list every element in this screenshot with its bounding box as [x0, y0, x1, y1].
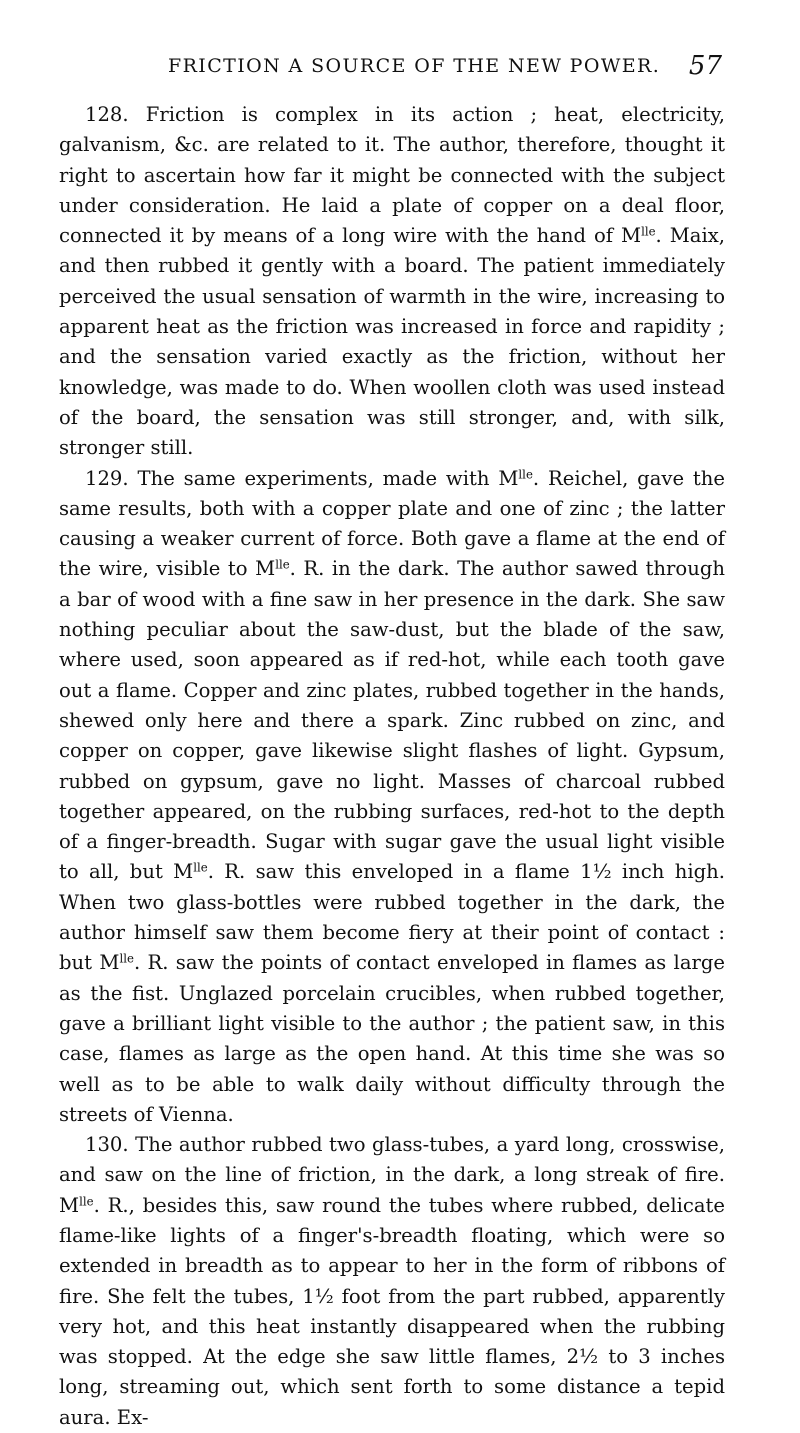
page-header [50, 51, 730, 85]
body-text [59, 100, 725, 1433]
paragraph-130 [59, 1130, 725, 1433]
paragraph-text: The author rubbed two glass-tubes, a yard long, crosswise, and saw on the line of friction, in the dark, a long streak of fire. $M^{lle}$. R., besides this, saw round the tubes where rubbed, delicate flame-like lights of a finger's-breadth floating, which were so extended in breadth as to appear to her in the form of ribbons of fire. She felt the tubes, 1½ foot from the part rubbed, apparently very hot, and this heat instantly disappeared when the rubbing was stopped. At the edge she saw little flames, 2½ to 3 inches long, streaming out, which sent forth to some distance a tepid aura. Ex- [59, 1133, 726, 1429]
paragraph-129 [59, 464, 725, 1131]
paragraph-number: 128. [85, 103, 129, 126]
paragraph-text: The same experiments, made with $M^{lle}$. Reichel, gave the same results, both with a copper plate and one of zinc ; the latter causing a weaker current of force. Both gave a flame at the end of the wire, visible to $M^{lle}$. R. in the dark. The author sawed through a bar of wood with a fine saw in her presence in the dark. She saw nothing peculiar about the saw-dust, but the blade of the saw, where used, soon appeared as if red-hot, while each tooth gave out a flame. Copper and zinc plates, rubbed together in the hands, shewed only here and there a spark. Zinc rubbed on zinc, and copper on copper, gave likewise slight flashes of light. Gypsum, rubbed on gypsum, gave no light. Masses of charcoal rubbed together appeared, on the rubbing surfaces, red-hot to the depth of a finger-breadth. Sugar with sugar gave the usual light visible to all, but $M^{lle}$. R. saw this enveloped in a flame 1½ inch high. When two glass-bottles were rubbed together in the dark, the author himself saw them become fiery at their point of contact : but $M^{lle}$. R. saw the points of contact enveloped in flames as large as the fist. Unglazed porcelain crucibles, when rubbed together, gave a brilliant light visible to the author ; the patient saw, in this case, flames as large as the open hand. At this time she was so well as to be able to walk daily without difficulty through the streets of Vienna. [59, 466, 726, 1126]
running-head: FRICTION A SOURCE OF THE NEW POWER. [168, 55, 661, 77]
paragraph-128 [59, 100, 725, 464]
paragraph-number: 130. [85, 1133, 129, 1157]
paragraph-number: 129. [85, 466, 129, 490]
paragraph-text: Friction is complex in its action ; heat, electricity, galvanism, &c. are related to it. The author, therefore, thought it right to ascertain how far it might be connected with the subject under consideration. He laid a plate of copper on a deal floor, connected it by means of a long wire with the hand of $M^{lle}$. Maix, and then rubbed it gently with a board. The patient immediately perceived the usual sensation of warmth in the wire, increasing to apparent heat as the friction was increased in force and rapidity ; and the sensation varied exactly as the friction, without her knowledge, was made to do. When woollen cloth was used instead of the board, the sensation was still stronger, and, with silk, stronger still. [59, 103, 725, 460]
page-number: 57 [688, 51, 722, 81]
